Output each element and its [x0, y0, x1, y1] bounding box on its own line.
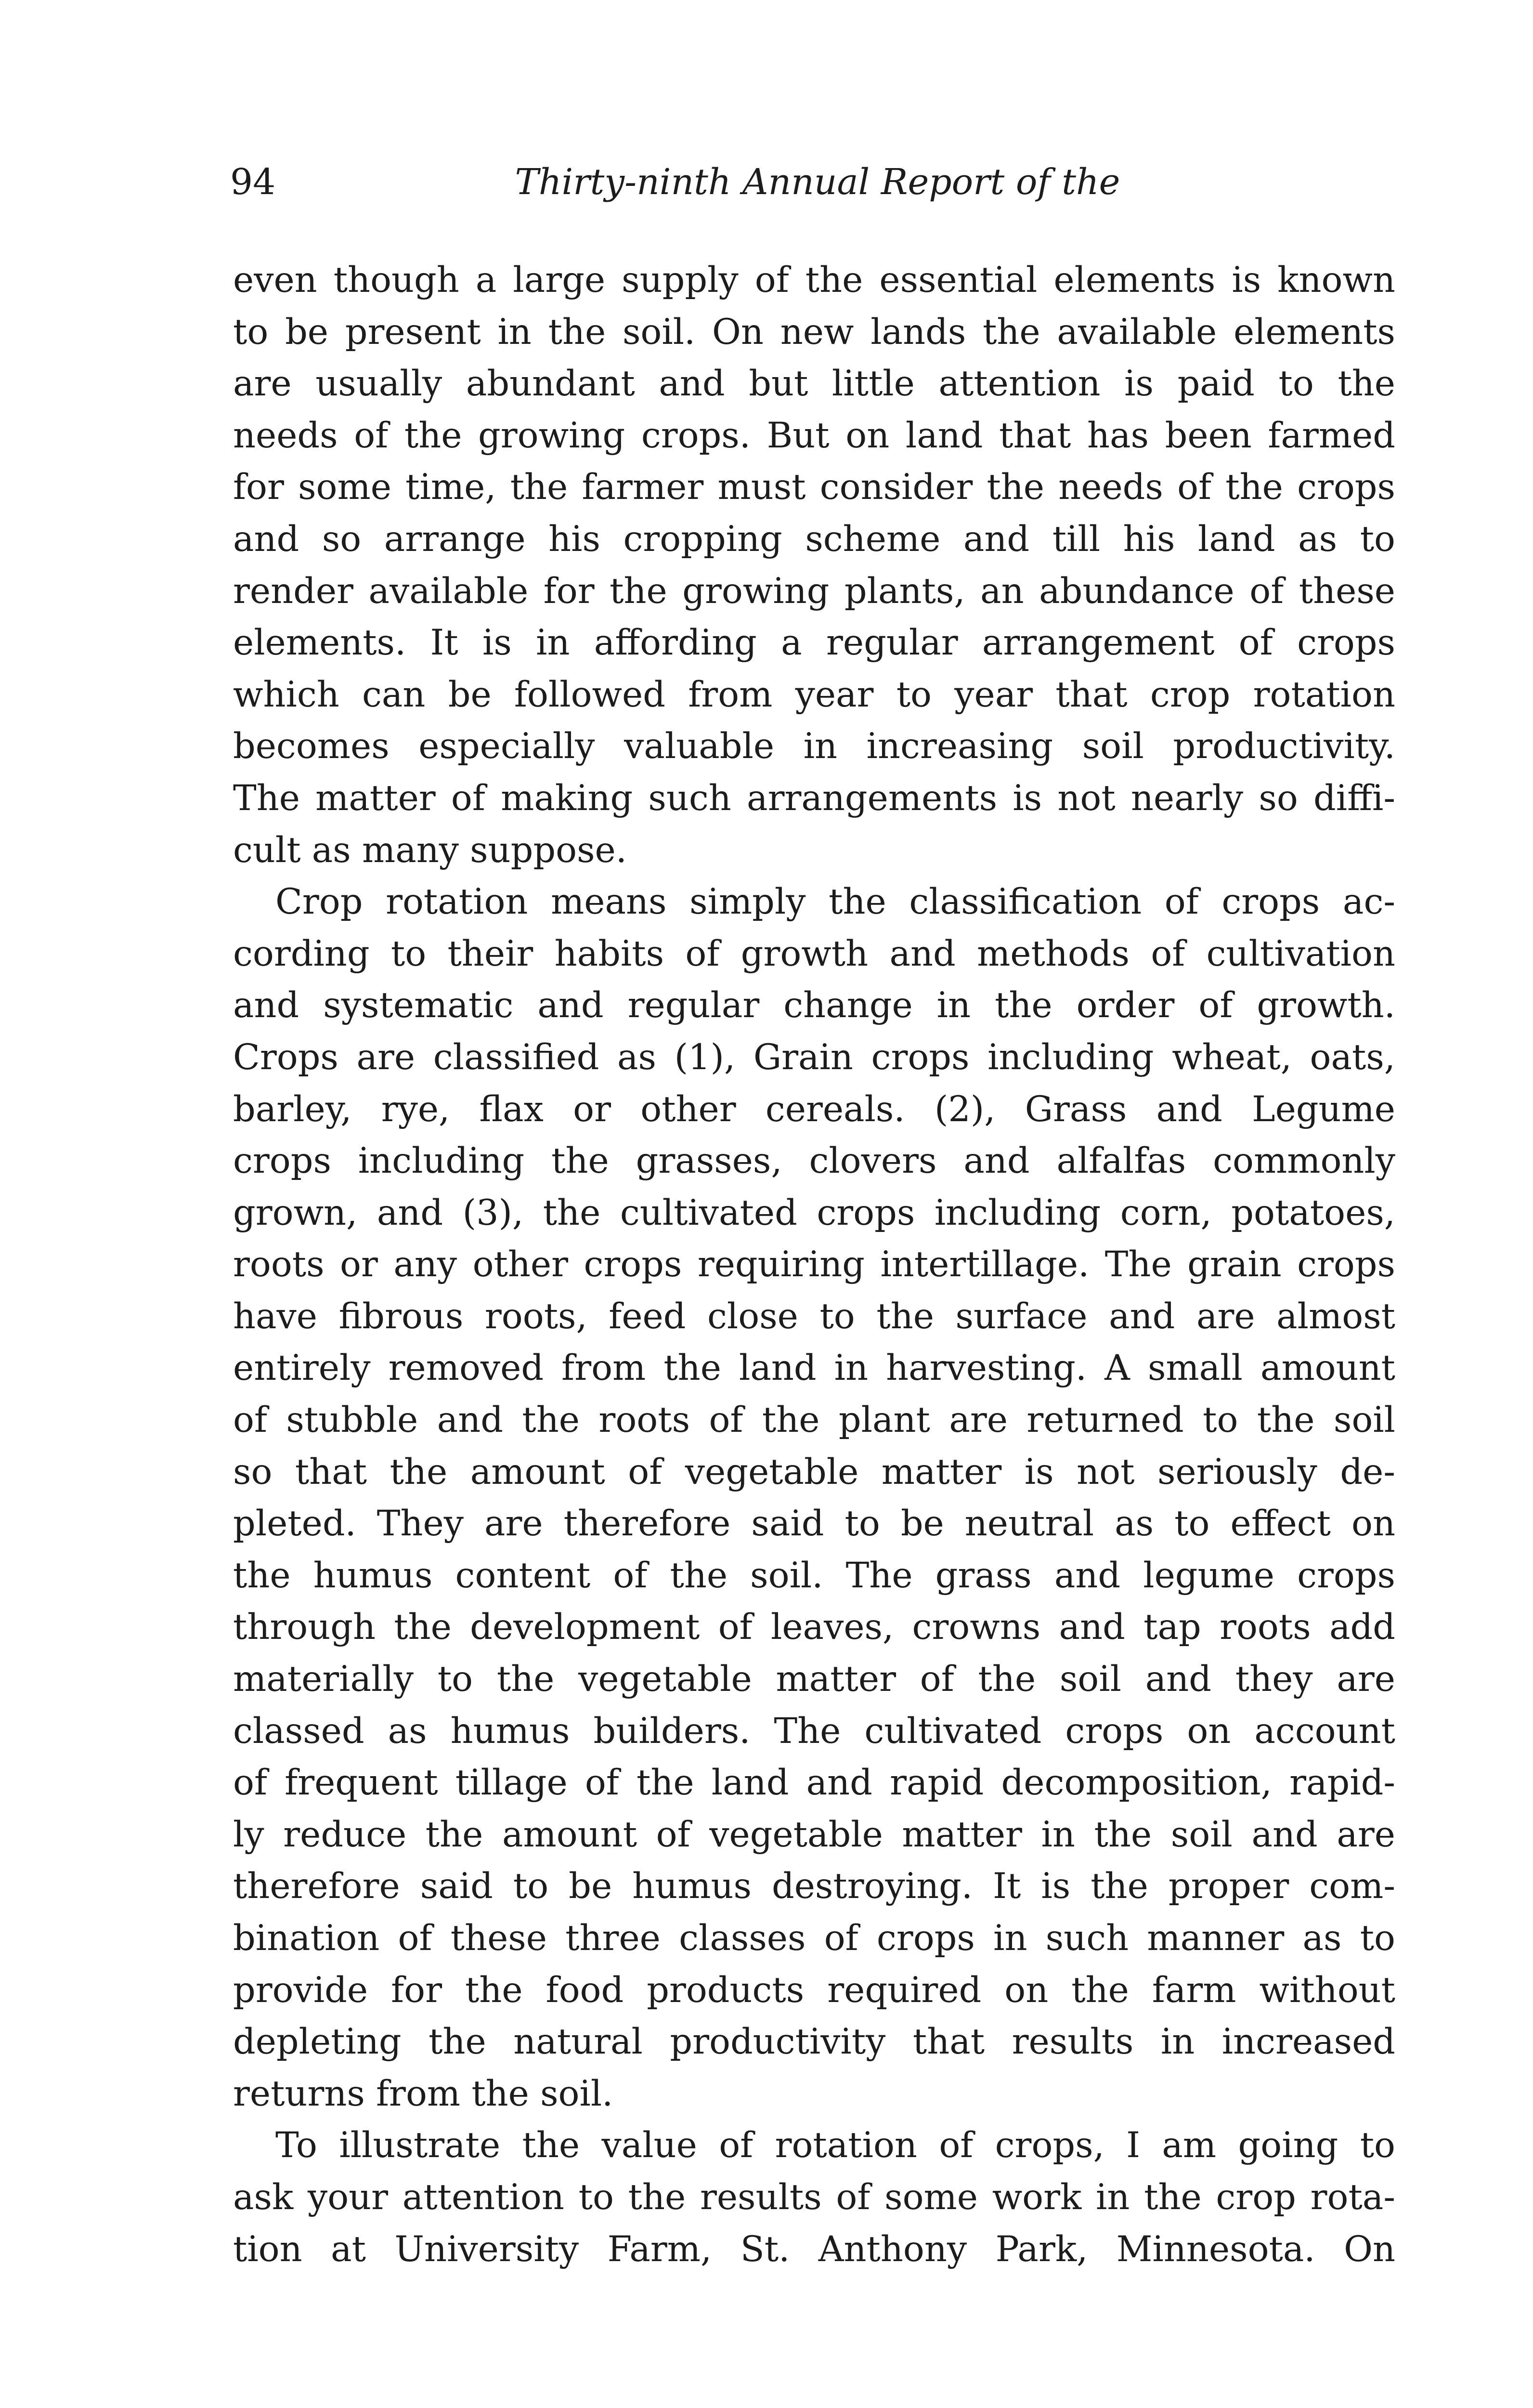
text-line: grown, and (3), the cultivated crops including corn, potatoes,: [233, 1192, 1395, 1233]
text-line: To illustrate the value of rotation of crops, I am going to: [275, 2125, 1395, 2166]
text-line: so that the amount of vegetable matter is not seriously de-: [233, 1451, 1395, 1492]
text-line: returns from the soil.: [233, 2073, 613, 2114]
text-line: cording to their habits of growth and methods of cultivation: [233, 933, 1395, 974]
body-text: [233, 254, 1395, 2275]
text-line: barley, rye, flax or other cereals. (2), Grass and Legume: [233, 1088, 1395, 1130]
text-line: roots or any other crops requiring intertillage. The grain crops: [233, 1244, 1395, 1285]
text-line: provide for the food products required on the farm without: [233, 1969, 1395, 2011]
page-number: 94: [230, 161, 276, 203]
text-line: of frequent tillage of the land and rapid decomposition, rapid-: [233, 1762, 1395, 1804]
text-line: crops including the grasses, clovers and alfalfas commonly: [233, 1140, 1395, 1182]
text-line: entirely removed from the land in harvesting. A small amount: [233, 1348, 1395, 1389]
page-header: [230, 153, 1400, 211]
paragraph-3: [233, 2120, 1395, 2275]
paragraph-1: [233, 254, 1395, 876]
text-line: depleting the natural productivity that results in increased: [233, 2021, 1395, 2063]
text-line: classed as humus builders. The cultivated crops on account: [233, 1710, 1395, 1752]
text-line: of stubble and the roots of the plant are returned to the soil: [233, 1400, 1395, 1441]
text-line: Crops are classified as (1), Grain crops including wheat, oats,: [233, 1036, 1395, 1078]
text-line: tion at University Farm, St. Anthony Park, Minnesota. On: [233, 2228, 1395, 2270]
running-title: Thirty-ninth Annual Report of the: [515, 161, 1120, 203]
text-line: and systematic and regular change in the order of growth.: [233, 985, 1395, 1026]
text-line: and so arrange his cropping scheme and till his land as to: [233, 518, 1395, 560]
text-line: ask your attention to the results of some work in the crop rota-: [233, 2176, 1395, 2218]
text-line: pleted. They are therefore said to be neutral as to effect on: [233, 1503, 1395, 1544]
text-line: through the development of leaves, crowns and tap roots add: [233, 1607, 1395, 1648]
text-line: materially to the vegetable matter of the soil and they are: [233, 1659, 1395, 1700]
text-line: for some time, the farmer must consider the needs of the crops: [233, 467, 1395, 508]
paragraph-2: [233, 876, 1395, 2120]
text-line: even though a large supply of the essential elements is known: [233, 260, 1395, 301]
text-line: elements. It is in affording a regular arrangement of crops: [233, 622, 1395, 664]
text-line: becomes especially valuable in increasing soil productivity.: [233, 726, 1395, 767]
text-line: are usually abundant and but little attention is paid to the: [233, 363, 1395, 405]
text-line: therefore said to be humus destroying. It is the proper com-: [233, 1866, 1395, 1907]
text-line: Crop rotation means simply the classification of crops ac-: [275, 881, 1395, 923]
text-line: have fibrous roots, feed close to the surface and are almost: [233, 1296, 1395, 1337]
text-line: bination of these three classes of crops in such manner as to: [233, 1918, 1395, 1959]
text-line: the humus content of the soil. The grass and legume crops: [233, 1555, 1395, 1596]
text-line: The matter of making such arrangements is not nearly so diffi-: [233, 777, 1395, 819]
text-line: to be present in the soil. On new lands the available elements: [233, 311, 1395, 353]
text-line: render available for the growing plants, an abundance of these: [233, 570, 1395, 612]
text-line: cult as many suppose.: [233, 829, 627, 871]
text-line: which can be followed from year to year that crop rotation: [233, 674, 1395, 715]
text-line: needs of the growing crops. But on land that has been farmed: [233, 415, 1395, 456]
text-line: ly reduce the amount of vegetable matter in the soil and are: [233, 1814, 1395, 1855]
